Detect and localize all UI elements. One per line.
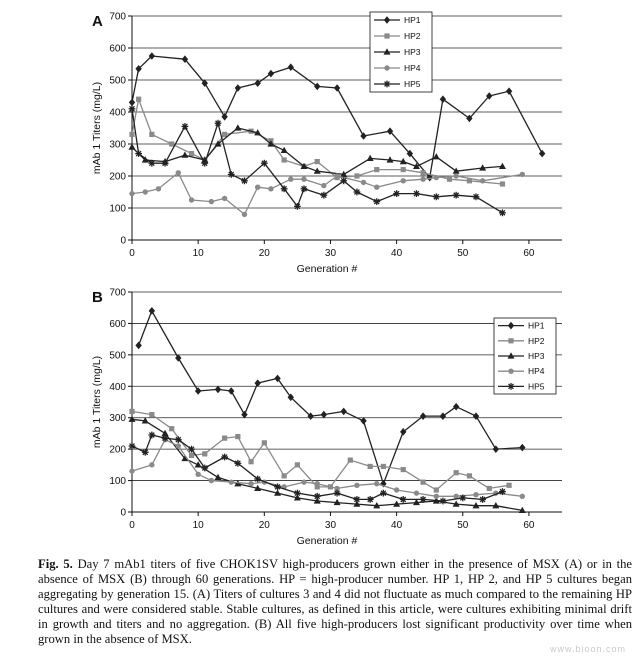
data-point	[129, 105, 136, 112]
data-point	[487, 486, 492, 491]
data-point	[268, 70, 274, 78]
watermark: www.bioon.com	[549, 644, 626, 654]
data-point	[315, 159, 320, 164]
data-point	[368, 464, 373, 469]
data-point	[182, 123, 189, 130]
data-point	[340, 177, 347, 184]
data-point	[181, 152, 188, 158]
y-tick-label: 500	[109, 75, 126, 87]
data-point	[295, 462, 300, 467]
data-point	[401, 467, 406, 472]
x-tick-label: 60	[523, 248, 535, 259]
legend-marker	[508, 369, 513, 374]
x-tick-label: 60	[523, 520, 535, 531]
data-point	[440, 412, 446, 420]
data-point	[454, 470, 459, 475]
data-point	[294, 203, 301, 210]
data-point	[143, 189, 148, 194]
x-tick-label: 20	[258, 248, 270, 259]
data-point	[400, 496, 407, 503]
data-point	[221, 454, 228, 461]
data-point	[248, 459, 253, 464]
data-point	[129, 409, 134, 414]
data-point	[367, 496, 374, 503]
legend-marker	[508, 338, 513, 343]
data-point	[195, 472, 200, 477]
data-point	[175, 436, 182, 443]
data-point	[453, 192, 460, 199]
x-tick-label: 10	[192, 248, 204, 259]
data-point	[169, 141, 174, 146]
data-point	[340, 408, 346, 416]
data-point	[420, 412, 426, 420]
y-axis-label: mAb 1 Titers (mg/L)	[91, 355, 103, 449]
data-point	[129, 99, 135, 107]
data-point	[135, 342, 141, 350]
data-point	[176, 170, 181, 175]
x-axis-label: Generation #	[296, 535, 358, 547]
panel-label: B	[92, 289, 103, 306]
data-point	[189, 197, 194, 202]
data-point	[401, 167, 406, 172]
data-point	[149, 462, 154, 467]
data-point	[222, 132, 227, 137]
data-point	[374, 167, 379, 172]
data-point	[506, 483, 511, 488]
data-point	[480, 178, 485, 183]
x-tick-label: 0	[129, 248, 135, 259]
data-point	[234, 460, 241, 467]
y-tick-label: 600	[109, 318, 126, 330]
legend-label: HP4	[404, 63, 421, 73]
data-point	[282, 473, 287, 478]
data-point	[209, 478, 214, 483]
data-point	[499, 163, 506, 169]
data-point	[254, 79, 260, 87]
y-tick-label: 400	[109, 381, 126, 393]
data-point	[228, 387, 234, 395]
data-point	[301, 479, 306, 484]
data-point	[506, 87, 512, 95]
data-point	[189, 453, 194, 458]
data-point	[321, 183, 326, 188]
data-point	[162, 160, 169, 167]
data-point	[188, 446, 195, 453]
data-point	[136, 97, 141, 102]
data-point	[440, 95, 446, 103]
legend-label: HP4	[528, 366, 545, 377]
data-point	[453, 403, 459, 411]
data-point	[201, 160, 208, 167]
y-tick-label: 400	[109, 107, 126, 119]
data-point	[361, 180, 366, 185]
data-point	[414, 490, 419, 495]
caption-label: Fig. 5.	[38, 557, 73, 571]
y-tick-label: 600	[109, 43, 126, 55]
data-point	[440, 498, 447, 505]
legend-marker	[384, 81, 391, 88]
y-axis-label: mAb 1 Titers (mg/L)	[91, 81, 103, 175]
data-point	[400, 428, 406, 436]
data-point	[248, 481, 253, 486]
series-hp1	[135, 307, 525, 487]
panel-label: A	[92, 13, 103, 30]
data-point	[354, 173, 359, 178]
data-point	[500, 181, 505, 186]
data-point	[129, 132, 134, 137]
x-tick-label: 50	[457, 520, 469, 531]
data-point	[473, 193, 480, 200]
data-point	[254, 476, 261, 483]
data-point	[234, 124, 241, 130]
data-point	[413, 190, 420, 197]
legend	[370, 12, 432, 92]
data-point	[314, 83, 320, 91]
data-point	[334, 490, 341, 497]
data-point	[129, 468, 134, 473]
data-point	[228, 171, 235, 178]
data-point	[520, 494, 525, 499]
data-point	[169, 426, 174, 431]
legend-label: HP3	[528, 351, 545, 361]
y-tick-label: 200	[109, 171, 126, 183]
data-point	[301, 177, 306, 182]
data-point	[520, 172, 525, 177]
caption-text: Day 7 mAb1 titers of five CHOK1SV high-producers grown either in the presence of MSX (A) or in the absence of MSX (B) through 60 generations. HP = high-producer number. HP 1, HP 2, and HP 5 cultures began aggregating by generation 15. (A) Titers of cultures 3 and 4 did not fluctuate as much compared to the remaining HP cultures and were considered stable. Stable cultures, as defined in this article, were cultures exhibiting minimal drift in growth and titers and no aggregation. (B) All five high-producers lost significant productivity over time when grown in the absence of MSX.	[38, 557, 633, 646]
data-point	[381, 464, 386, 469]
y-tick-label: 200	[109, 444, 126, 456]
data-point	[282, 157, 287, 162]
data-point	[202, 451, 207, 456]
legend-label: HP1	[404, 15, 421, 25]
data-point	[434, 487, 439, 492]
data-point	[229, 479, 234, 484]
x-tick-label: 0	[129, 520, 135, 531]
legend-label: HP1	[528, 320, 545, 331]
data-point	[189, 151, 194, 156]
data-point	[242, 212, 247, 217]
data-point	[129, 416, 136, 422]
y-tick-label: 100	[109, 476, 126, 488]
legend-label: HP2	[528, 335, 545, 346]
figure-caption	[38, 557, 632, 647]
y-tick-label: 700	[109, 287, 126, 299]
data-point	[479, 496, 486, 503]
data-point	[254, 379, 260, 387]
y-tick-label: 300	[109, 139, 126, 151]
data-point	[162, 435, 169, 442]
data-point	[235, 84, 241, 92]
series-hp1	[129, 52, 546, 181]
y-tick-label: 0	[120, 507, 126, 519]
data-point	[499, 488, 506, 495]
data-point	[215, 386, 221, 394]
x-tick-label: 50	[457, 248, 469, 259]
data-point	[149, 132, 154, 137]
legend	[494, 318, 556, 394]
data-point	[453, 173, 458, 178]
data-point	[334, 84, 340, 92]
x-tick-label: 30	[324, 248, 337, 259]
data-point	[241, 411, 247, 419]
data-point	[315, 481, 320, 486]
data-point	[360, 417, 366, 425]
x-tick-label: 40	[391, 248, 403, 259]
data-point	[255, 185, 260, 190]
legend-label: HP2	[404, 31, 421, 41]
y-tick-label: 100	[109, 203, 126, 215]
data-point	[274, 483, 281, 490]
x-tick-label: 10	[192, 520, 204, 531]
data-point	[380, 490, 387, 497]
legend-label: HP3	[404, 47, 421, 57]
series-line	[132, 411, 509, 490]
data-point	[393, 190, 400, 197]
data-point	[420, 170, 425, 175]
data-point	[241, 177, 248, 184]
data-point	[294, 490, 301, 497]
panel-a-chart	[91, 12, 562, 276]
legend-marker	[384, 65, 389, 70]
data-point	[268, 186, 273, 191]
data-point	[301, 185, 308, 192]
data-point	[222, 436, 227, 441]
data-point	[467, 473, 472, 478]
x-tick-label: 40	[391, 520, 403, 531]
legend-label: HP5	[404, 79, 421, 89]
data-point	[367, 155, 374, 161]
data-point	[288, 63, 294, 71]
data-point	[499, 209, 506, 216]
data-point	[320, 192, 327, 199]
data-point	[420, 177, 425, 182]
data-point	[288, 177, 293, 182]
data-point	[394, 487, 399, 492]
data-point	[222, 196, 227, 201]
data-point	[129, 191, 134, 196]
data-point	[373, 198, 380, 205]
series-hp5	[129, 432, 506, 505]
panel-b-chart	[91, 288, 562, 548]
data-point	[334, 173, 339, 178]
data-point	[459, 494, 466, 501]
data-point	[420, 496, 427, 503]
data-point	[314, 493, 321, 500]
legend-marker	[384, 33, 389, 38]
data-point	[433, 193, 440, 200]
data-point	[321, 411, 327, 419]
data-point	[434, 494, 439, 499]
data-point	[262, 440, 267, 445]
data-point	[354, 189, 361, 196]
data-point	[149, 412, 154, 417]
data-point	[281, 185, 288, 192]
data-point	[135, 150, 142, 157]
data-point	[354, 483, 359, 488]
data-point	[539, 150, 545, 158]
data-point	[215, 120, 222, 127]
series-line	[139, 311, 523, 484]
data-point	[235, 434, 240, 439]
data-point	[420, 480, 425, 485]
series-line	[132, 435, 503, 501]
y-tick-label: 300	[109, 413, 126, 425]
y-tick-label: 500	[109, 350, 126, 362]
data-point	[473, 492, 478, 497]
data-point	[348, 458, 353, 463]
x-tick-label: 30	[324, 520, 337, 531]
series-hp4	[129, 170, 525, 217]
data-point	[374, 481, 379, 486]
data-point	[148, 432, 155, 439]
data-point	[148, 160, 155, 167]
data-point	[176, 443, 181, 448]
x-tick-label: 20	[258, 520, 270, 531]
data-point	[261, 160, 268, 167]
x-axis-label: Generation #	[296, 263, 358, 275]
data-point	[129, 443, 136, 450]
legend-marker	[508, 383, 515, 390]
data-point	[401, 178, 406, 183]
data-point	[374, 185, 379, 190]
legend-label: HP5	[528, 381, 545, 392]
data-point	[447, 177, 452, 182]
data-point	[434, 175, 439, 180]
data-point	[354, 496, 361, 503]
data-point	[156, 186, 161, 191]
y-tick-label: 700	[109, 11, 126, 23]
data-point	[519, 444, 525, 452]
data-point	[209, 199, 214, 204]
data-point	[201, 465, 208, 472]
y-tick-label: 0	[120, 235, 126, 247]
data-point	[149, 307, 155, 315]
series-hp2	[129, 409, 511, 493]
series-line	[132, 56, 542, 178]
data-point	[142, 449, 149, 456]
data-point	[215, 474, 222, 480]
